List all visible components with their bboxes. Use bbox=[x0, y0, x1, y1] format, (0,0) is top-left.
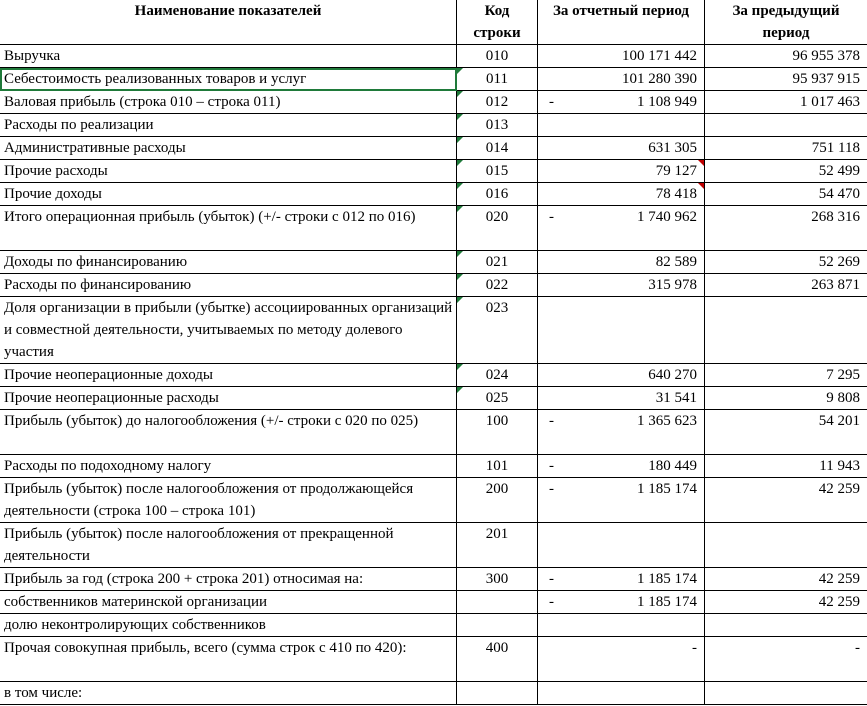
cell-previous[interactable] bbox=[705, 364, 867, 387]
current-value: 180 449 bbox=[648, 458, 697, 474]
current-value: 31 541 bbox=[655, 390, 697, 406]
table-row bbox=[0, 297, 867, 364]
cell-code[interactable]: 101 bbox=[457, 455, 538, 478]
cell-current[interactable] bbox=[538, 114, 705, 137]
row-label: Прочие неоперационные расходы bbox=[4, 390, 219, 406]
cell-current[interactable] bbox=[538, 251, 705, 274]
cell-code[interactable] bbox=[457, 614, 538, 637]
cell-previous[interactable] bbox=[705, 45, 867, 68]
cell-current[interactable] bbox=[538, 297, 705, 364]
cell-label[interactable] bbox=[0, 183, 457, 206]
error-indicator-icon bbox=[457, 206, 463, 212]
cell-code[interactable]: 300 bbox=[457, 568, 538, 591]
cell-current[interactable] bbox=[538, 523, 705, 568]
row-label: Расходы по подоходному налогу bbox=[4, 458, 212, 474]
row-label: Итого операционная прибыль (убыток) (+/- строки с 012 по 016) bbox=[4, 209, 416, 225]
current-value: 1 185 174 bbox=[637, 481, 697, 497]
cell-previous[interactable] bbox=[705, 682, 867, 705]
cell-current[interactable] bbox=[538, 183, 705, 206]
cell-code[interactable]: 015 bbox=[457, 160, 538, 183]
previous-value: 263 871 bbox=[811, 277, 860, 293]
minus-sign: - bbox=[549, 481, 554, 497]
cell-code[interactable]: 024 bbox=[457, 364, 538, 387]
previous-value: 42 259 bbox=[818, 481, 860, 497]
cell-current[interactable] bbox=[538, 455, 705, 478]
current-value: 101 280 390 bbox=[622, 71, 697, 87]
row-label: Административные расходы bbox=[4, 140, 186, 156]
current-value: 82 589 bbox=[655, 254, 697, 270]
cell-code[interactable]: 201 bbox=[457, 523, 538, 568]
table-row bbox=[0, 160, 867, 183]
table-row bbox=[0, 614, 867, 637]
current-value: 1 185 174 bbox=[637, 571, 697, 587]
header-code[interactable]: Код строки bbox=[457, 0, 538, 45]
current-value: 100 171 442 bbox=[622, 48, 697, 64]
cell-previous[interactable] bbox=[705, 523, 867, 568]
comment-indicator-icon bbox=[698, 160, 704, 166]
cell-current[interactable] bbox=[538, 68, 705, 91]
header-current-period[interactable]: За отчетный период bbox=[538, 0, 705, 45]
cell-label[interactable] bbox=[0, 251, 457, 274]
minus-sign: - bbox=[549, 413, 554, 429]
error-indicator-icon bbox=[457, 387, 463, 393]
cell-current[interactable] bbox=[538, 274, 705, 297]
cell-label[interactable] bbox=[0, 160, 457, 183]
cell-code[interactable]: 025 bbox=[457, 387, 538, 410]
cell-previous[interactable] bbox=[705, 410, 867, 455]
cell-label[interactable] bbox=[0, 387, 457, 410]
error-indicator-icon bbox=[457, 364, 463, 370]
table-row bbox=[0, 591, 867, 614]
cell-current[interactable] bbox=[538, 682, 705, 705]
cell-code[interactable] bbox=[457, 591, 538, 614]
cell-current[interactable] bbox=[538, 591, 705, 614]
cell-label[interactable] bbox=[0, 523, 457, 568]
cell-code[interactable]: 022 bbox=[457, 274, 538, 297]
current-value: 631 305 bbox=[648, 140, 697, 156]
table-row bbox=[0, 478, 867, 523]
error-indicator-icon bbox=[457, 274, 463, 280]
minus-sign: - bbox=[549, 594, 554, 610]
previous-value: 42 259 bbox=[818, 594, 860, 610]
cell-current[interactable] bbox=[538, 137, 705, 160]
table-row bbox=[0, 682, 867, 705]
error-indicator-icon bbox=[457, 297, 463, 303]
cell-code[interactable]: 010 bbox=[457, 45, 538, 68]
cell-current[interactable] bbox=[538, 410, 705, 455]
error-indicator-icon bbox=[457, 183, 463, 189]
minus-sign: - bbox=[549, 209, 554, 225]
row-label: Валовая прибыль (строка 010 – строка 011) bbox=[4, 94, 281, 110]
header-row bbox=[0, 0, 867, 45]
row-label: Прибыль (убыток) до налогообложения (+/- строки с 020 по 025) bbox=[4, 413, 419, 429]
cell-label[interactable] bbox=[0, 297, 457, 364]
cell-label[interactable] bbox=[0, 206, 457, 251]
cell-previous[interactable] bbox=[705, 297, 867, 364]
cell-code[interactable]: 400 bbox=[457, 637, 538, 682]
previous-value: 96 955 378 bbox=[792, 48, 860, 64]
previous-value: 9 808 bbox=[826, 390, 860, 406]
header-previous-period[interactable]: За предыдущий период bbox=[705, 0, 867, 45]
cell-previous[interactable] bbox=[705, 614, 867, 637]
header-name[interactable]: Наименование показателей bbox=[0, 0, 457, 45]
row-label: Прочая совокупная прибыль, всего (сумма строк с 410 по 420): bbox=[4, 640, 407, 656]
cell-previous[interactable] bbox=[705, 637, 867, 682]
current-value: 78 418 bbox=[655, 186, 697, 202]
minus-sign: - bbox=[549, 458, 554, 474]
row-label: Прибыль (убыток) после налогообложения от продолжающейся деятельности (строка 100 – строка 101) bbox=[4, 481, 414, 519]
previous-value: 7 295 bbox=[826, 367, 860, 383]
current-value: - bbox=[692, 640, 697, 656]
cell-current[interactable] bbox=[538, 160, 705, 183]
table-body bbox=[0, 45, 867, 705]
cell-label[interactable] bbox=[0, 91, 457, 114]
table-row bbox=[0, 45, 867, 68]
cell-label[interactable] bbox=[0, 478, 457, 523]
row-label: Себестоимость реализованных товаров и услуг bbox=[4, 71, 307, 87]
previous-value: 54 470 bbox=[818, 186, 860, 202]
previous-value: 54 201 bbox=[818, 413, 860, 429]
cell-previous[interactable] bbox=[705, 91, 867, 114]
table-row bbox=[0, 114, 867, 137]
error-indicator-icon bbox=[457, 251, 463, 257]
cell-current[interactable] bbox=[538, 387, 705, 410]
row-label: Расходы по реализации bbox=[4, 117, 154, 133]
error-indicator-icon bbox=[457, 68, 463, 74]
error-indicator-icon bbox=[457, 160, 463, 166]
row-label: в том числе: bbox=[4, 685, 83, 701]
cell-label[interactable] bbox=[0, 637, 457, 682]
cell-current[interactable] bbox=[538, 478, 705, 523]
cell-code[interactable]: 016 bbox=[457, 183, 538, 206]
table-row bbox=[0, 251, 867, 274]
current-value: 315 978 bbox=[648, 277, 697, 293]
previous-value: 11 943 bbox=[819, 458, 860, 474]
cell-code[interactable]: 011 bbox=[457, 68, 538, 91]
cell-label[interactable] bbox=[0, 137, 457, 160]
cell-code[interactable]: 021 bbox=[457, 251, 538, 274]
previous-value: 52 499 bbox=[818, 163, 860, 179]
error-indicator-icon bbox=[457, 137, 463, 143]
cell-label[interactable] bbox=[0, 114, 457, 137]
cell-label[interactable] bbox=[0, 591, 457, 614]
table-row bbox=[0, 410, 867, 455]
cell-current[interactable] bbox=[538, 206, 705, 251]
cell-code[interactable]: 100 bbox=[457, 410, 538, 455]
current-value: 79 127 bbox=[655, 163, 697, 179]
row-label: Прочие расходы bbox=[4, 163, 108, 179]
table-row bbox=[0, 523, 867, 568]
cell-label[interactable] bbox=[0, 364, 457, 387]
row-label: Прочие неоперационные доходы bbox=[4, 367, 214, 383]
previous-value: 268 316 bbox=[811, 209, 860, 225]
cell-previous[interactable] bbox=[705, 183, 867, 206]
cell-previous[interactable] bbox=[705, 591, 867, 614]
row-label: долю неконтролирующих собственников bbox=[4, 617, 266, 633]
table-row bbox=[0, 455, 867, 478]
current-value: 640 270 bbox=[648, 367, 697, 383]
cell-current[interactable] bbox=[538, 364, 705, 387]
current-value: 1 365 623 bbox=[637, 413, 697, 429]
cell-current[interactable] bbox=[538, 91, 705, 114]
table-row bbox=[0, 137, 867, 160]
cell-current[interactable] bbox=[538, 637, 705, 682]
table-row bbox=[0, 68, 867, 91]
comment-indicator-icon bbox=[698, 183, 704, 189]
row-label: Доходы по финансированию bbox=[4, 254, 188, 270]
current-value: 1 740 962 bbox=[637, 209, 697, 225]
cell-current[interactable] bbox=[538, 614, 705, 637]
cell-label[interactable] bbox=[0, 274, 457, 297]
cell-current[interactable] bbox=[538, 45, 705, 68]
cell-code[interactable]: 020 bbox=[457, 206, 538, 251]
cell-previous[interactable] bbox=[705, 68, 867, 91]
table-row bbox=[0, 637, 867, 682]
cell-code[interactable]: 014 bbox=[457, 137, 538, 160]
row-label: Прочие доходы bbox=[4, 186, 102, 202]
row-label: Выручка bbox=[4, 48, 61, 64]
table-row bbox=[0, 183, 867, 206]
row-label: собственников материнской организации bbox=[4, 594, 268, 610]
cell-previous[interactable] bbox=[705, 478, 867, 523]
cell-label[interactable] bbox=[0, 568, 457, 591]
row-label: Расходы по финансированию bbox=[4, 277, 192, 293]
table-row bbox=[0, 387, 867, 410]
cell-label[interactable] bbox=[0, 68, 457, 91]
cell-label[interactable] bbox=[0, 682, 457, 705]
cell-label[interactable] bbox=[0, 410, 457, 455]
previous-value: - bbox=[855, 640, 860, 656]
cell-previous[interactable] bbox=[705, 274, 867, 297]
row-label: Прибыль за год (строка 200 + строка 201) относимая на: bbox=[4, 571, 364, 587]
error-indicator-icon bbox=[457, 91, 463, 97]
cell-previous[interactable] bbox=[705, 206, 867, 251]
table-row bbox=[0, 206, 867, 251]
cell-code[interactable] bbox=[457, 682, 538, 705]
cell-previous[interactable] bbox=[705, 455, 867, 478]
cell-current[interactable] bbox=[538, 568, 705, 591]
previous-value: 52 269 bbox=[818, 254, 860, 270]
row-label: Доля организации в прибыли (убытке) ассоциированных организаций и совместной деятельности, учитываемых по методу долевого участия bbox=[4, 300, 453, 360]
table-row bbox=[0, 568, 867, 591]
previous-value: 751 118 bbox=[811, 140, 860, 156]
table-row bbox=[0, 364, 867, 387]
cell-code[interactable]: 012 bbox=[457, 91, 538, 114]
previous-value: 1 017 463 bbox=[800, 94, 860, 110]
cell-previous[interactable] bbox=[705, 114, 867, 137]
current-value: 1 185 174 bbox=[637, 594, 697, 610]
cell-code[interactable]: 023 bbox=[457, 297, 538, 364]
cell-code[interactable]: 200 bbox=[457, 478, 538, 523]
cell-label[interactable] bbox=[0, 45, 457, 68]
row-label: Прибыль (убыток) после налогообложения от прекращенной деятельности bbox=[4, 526, 394, 564]
table-row bbox=[0, 91, 867, 114]
minus-sign: - bbox=[549, 571, 554, 587]
table-row bbox=[0, 274, 867, 297]
cell-previous[interactable] bbox=[705, 568, 867, 591]
error-indicator-icon bbox=[457, 114, 463, 120]
cell-previous[interactable] bbox=[705, 251, 867, 274]
cell-code[interactable]: 013 bbox=[457, 114, 538, 137]
cell-previous[interactable] bbox=[705, 137, 867, 160]
cell-label[interactable] bbox=[0, 455, 457, 478]
cell-previous[interactable] bbox=[705, 160, 867, 183]
previous-value: 95 937 915 bbox=[792, 71, 860, 87]
minus-sign: - bbox=[549, 94, 554, 110]
cell-previous[interactable] bbox=[705, 387, 867, 410]
current-value: 1 108 949 bbox=[637, 94, 697, 110]
cell-label[interactable] bbox=[0, 614, 457, 637]
previous-value: 42 259 bbox=[818, 571, 860, 587]
